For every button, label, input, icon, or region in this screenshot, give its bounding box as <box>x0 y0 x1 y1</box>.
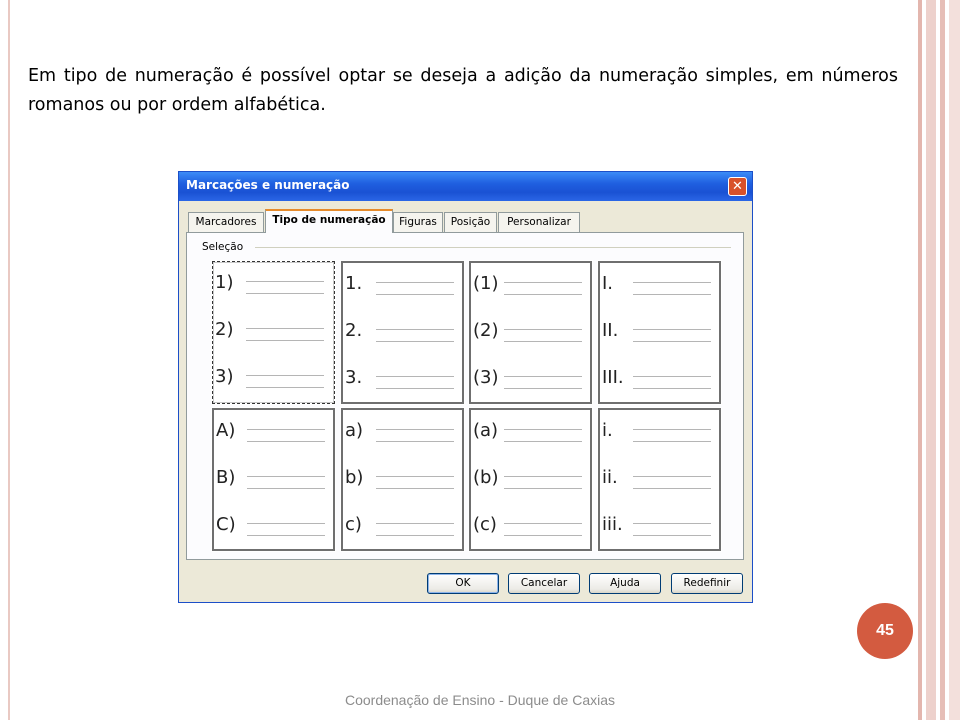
preset-row <box>473 416 498 442</box>
preset-line-placeholder <box>633 376 711 389</box>
preset-number-label: II. <box>602 320 619 341</box>
tab-tipo-de-numeracao[interactable] <box>265 209 393 233</box>
preset-number-label: 1. <box>345 273 363 294</box>
preset-line-placeholder <box>247 476 325 489</box>
preset-row <box>602 416 613 442</box>
preset-number-label: i. <box>602 420 613 441</box>
preset-number-label: 2. <box>345 320 363 341</box>
slide-frame-right-stripe <box>949 0 960 720</box>
page-number-badge: 45 <box>857 603 913 659</box>
slide-frame-left-border <box>8 0 10 720</box>
preset-row <box>345 463 363 489</box>
preset-row <box>215 362 233 388</box>
preset-number-label: a) <box>345 420 364 441</box>
preset-line-placeholder <box>247 523 325 536</box>
preset-line-placeholder <box>246 328 324 341</box>
preset-number-label: (1) <box>473 273 499 294</box>
preset-number-label: 1) <box>215 272 234 293</box>
tab-posicao[interactable] <box>444 212 497 232</box>
preset-line-placeholder <box>504 429 582 442</box>
preset-number-label: A) <box>216 420 236 441</box>
preset-number-label: 2) <box>215 319 234 340</box>
tab-label: Tipo de numeração <box>272 214 386 226</box>
preset-line-placeholder <box>504 282 582 295</box>
preset-row <box>473 510 497 536</box>
preset-number-label: b) <box>345 467 364 488</box>
preset-number-label: ii. <box>602 467 618 488</box>
preset-number-label: I. <box>602 273 614 294</box>
preset-row <box>473 269 499 295</box>
preset-number-label: (c) <box>473 514 497 535</box>
slide-frame-right-stripe <box>926 0 936 720</box>
preset-row <box>345 416 363 442</box>
preset-line-placeholder <box>376 376 454 389</box>
preset-row <box>602 463 618 489</box>
numbering-preset[interactable] <box>212 408 335 551</box>
preset-line-placeholder <box>247 429 325 442</box>
preset-number-label: C) <box>216 514 236 535</box>
dialog-title: Marcações e numeração <box>186 178 350 192</box>
preset-row <box>216 510 236 536</box>
cancel-button[interactable]: Cancelar <box>508 573 580 594</box>
preset-line-placeholder <box>633 523 711 536</box>
selection-group-label: Seleção <box>202 241 247 253</box>
preset-line-placeholder <box>504 476 582 489</box>
preset-line-placeholder <box>376 476 454 489</box>
preset-row <box>602 510 623 536</box>
preset-line-placeholder <box>376 329 454 342</box>
preset-row <box>473 316 499 342</box>
tab-label: Personalizar <box>507 216 571 228</box>
numbering-preset[interactable] <box>212 261 335 404</box>
bullets-numbering-dialog <box>178 171 753 603</box>
preset-row <box>216 416 235 442</box>
preset-line-placeholder <box>246 281 324 294</box>
preset-number-label: (2) <box>473 320 499 341</box>
preset-number-label: 3) <box>215 366 234 387</box>
reset-button[interactable]: Redefinir <box>671 573 743 594</box>
preset-line-placeholder <box>633 476 711 489</box>
slide-frame-right-stripe <box>940 0 945 720</box>
tab-label: Posição <box>450 216 491 228</box>
preset-line-placeholder <box>504 523 582 536</box>
preset-line-placeholder <box>633 429 711 442</box>
preset-line-placeholder <box>504 329 582 342</box>
preset-line-placeholder <box>376 523 454 536</box>
tab-personalizar[interactable] <box>498 212 580 232</box>
preset-row <box>345 510 362 536</box>
numbering-preset[interactable] <box>598 261 721 404</box>
preset-row <box>345 363 362 389</box>
tab-panel <box>186 232 744 560</box>
preset-number-label: iii. <box>602 514 623 535</box>
preset-line-placeholder <box>504 376 582 389</box>
tab-figuras[interactable] <box>393 212 443 232</box>
numbering-preset[interactable] <box>469 408 592 551</box>
close-icon: ✕ <box>732 179 743 194</box>
preset-number-label: III. <box>602 367 624 388</box>
numbering-preset[interactable] <box>341 408 464 551</box>
preset-row <box>345 269 362 295</box>
preset-number-label: B) <box>216 467 236 488</box>
preset-row <box>602 316 618 342</box>
tab-marcadores[interactable] <box>188 212 264 232</box>
preset-line-placeholder <box>633 329 711 342</box>
preset-line-placeholder <box>376 429 454 442</box>
intro-paragraph: Em tipo de numeração é possível optar se deseja a adição da numeração simples, em números romanos ou por ordem alfabética. <box>28 66 898 115</box>
preset-row <box>473 463 498 489</box>
preset-row <box>602 363 624 389</box>
preset-row <box>215 268 233 294</box>
preset-line-placeholder <box>633 282 711 295</box>
preset-row <box>473 363 499 389</box>
preset-line-placeholder <box>376 282 454 295</box>
numbering-preset[interactable] <box>598 408 721 551</box>
numbering-preset[interactable] <box>341 261 464 404</box>
preset-number-label: (3) <box>473 367 499 388</box>
close-button[interactable] <box>728 177 747 196</box>
preset-row <box>215 315 233 341</box>
preset-number-label: 3. <box>345 367 363 388</box>
dialog-titlebar[interactable] <box>179 172 752 201</box>
slide-frame-right-stripe <box>918 0 922 720</box>
help-button[interactable]: Ajuda <box>589 573 661 594</box>
preset-number-label: c) <box>345 514 362 535</box>
preset-row <box>345 316 362 342</box>
preset-row <box>602 269 613 295</box>
ok-button[interactable]: OK <box>427 573 499 594</box>
tab-label: Figuras <box>399 216 437 228</box>
preset-line-placeholder <box>246 375 324 388</box>
numbering-preset[interactable] <box>469 261 592 404</box>
tab-label: Marcadores <box>195 216 257 228</box>
preset-number-label: (a) <box>473 420 499 441</box>
preset-number-label: (b) <box>473 467 499 488</box>
preset-row <box>216 463 235 489</box>
group-separator <box>255 247 731 248</box>
slide-footer: Coordenação de Ensino - Duque de Caxias <box>344 692 616 708</box>
